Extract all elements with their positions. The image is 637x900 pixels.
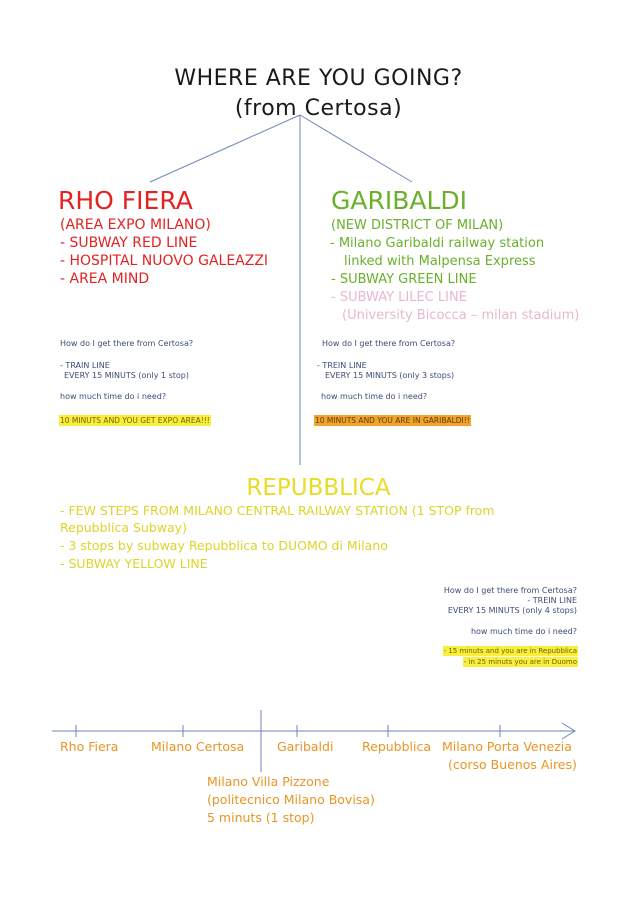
rho-fiera-heading: RHO FIERA [58,186,193,215]
rho-fiera-item: (AREA EXPO MILANO) [60,217,211,233]
rho-fiera-time-question: how much time do i need? [60,392,167,401]
garibaldi-lilac-item: (University Bicocca – milan stadium) [342,308,580,323]
timeline-stop-rho-fiera: Rho Fiera [60,739,119,754]
timeline-stop-repubblica: Repubblica [362,739,432,754]
garibaldi-route-frequency: EVERY 15 MINUTS (only 3 stops) [325,371,455,380]
connector-line-right [300,115,412,182]
rho-fiera-question: How do I get there from Certosa? [60,339,194,348]
timeline-stop-porta-venezia: Milano Porta Venezia [442,739,572,754]
garibaldi-item: linked with Malpensa Express [344,254,536,269]
garibaldi-time-question: how much time do i need? [321,392,428,401]
garibaldi-item: (NEW DISTRICT OF MILAN) [331,218,504,233]
repubblica-highlight: - 15 minuts and you are in Repubblica [443,647,577,655]
timeline-stop-garibaldi: Garibaldi [277,739,334,754]
repubblica-route-frequency: EVERY 15 MINUTS (only 4 stops) [447,606,577,615]
page-subtitle: (from Certosa) [234,96,403,121]
villa-pizzone-label: Milano Villa Pizzone [207,774,330,789]
garibaldi-heading: GARIBALDI [331,186,468,215]
villa-pizzone-time: 5 minuts (1 stop) [207,810,315,825]
repubblica-question: How do I get there from Certosa? [443,586,577,595]
garibaldi-highlight: 10 MINUTS AND YOU ARE IN GARIBALDI!! [315,416,470,425]
rho-fiera-route-frequency: EVERY 15 MINUTS (only 1 stop) [64,371,190,380]
repubblica-heading: REPUBBLICA [246,475,391,501]
repubblica-item: - SUBWAY YELLOW LINE [60,556,208,571]
garibaldi-question: How do I get there from Certosa? [322,339,456,348]
rho-fiera-highlight: 10 MINUTS AND YOU GET EXPO AREA!!! [60,416,210,425]
repubblica-time-question: how much time do i need? [470,627,577,636]
garibaldi-item: - SUBWAY GREEN LINE [331,272,477,287]
rho-fiera-item: - AREA MIND [60,271,150,287]
timeline-stop-porta-venezia-sub: (corso Buenos Aires) [448,757,577,772]
connector-line-left [150,115,300,182]
repubblica-item: - FEW STEPS FROM MILANO CENTRAL RAILWAY STATION (1 STOP from [60,503,495,518]
repubblica-item: Repubblica Subway) [60,520,187,535]
repubblica-highlight: - in 25 minuts you are in Duomo [463,658,577,666]
timeline-stop-milano-certosa: Milano Certosa [151,739,245,754]
rho-fiera-item: - SUBWAY RED LINE [60,235,198,251]
repubblica-route: - TREIN LINE [527,596,577,605]
garibaldi-route: - TREIN LINE [317,361,367,370]
garibaldi-item: - Milano Garibaldi railway station [330,236,545,251]
rho-fiera-route: - TRAIN LINE [60,361,110,370]
villa-pizzone-sub: (politecnico Milano Bovisa) [207,792,375,807]
repubblica-item: - 3 stops by subway Repubblica to DUOMO di Milano [60,538,388,553]
page-title: WHERE ARE YOU GOING? [174,66,463,91]
rho-fiera-item: - HOSPITAL NUOVO GALEAZZI [60,253,269,269]
garibaldi-lilac-item: - SUBWAY LILEC LINE [331,290,467,305]
